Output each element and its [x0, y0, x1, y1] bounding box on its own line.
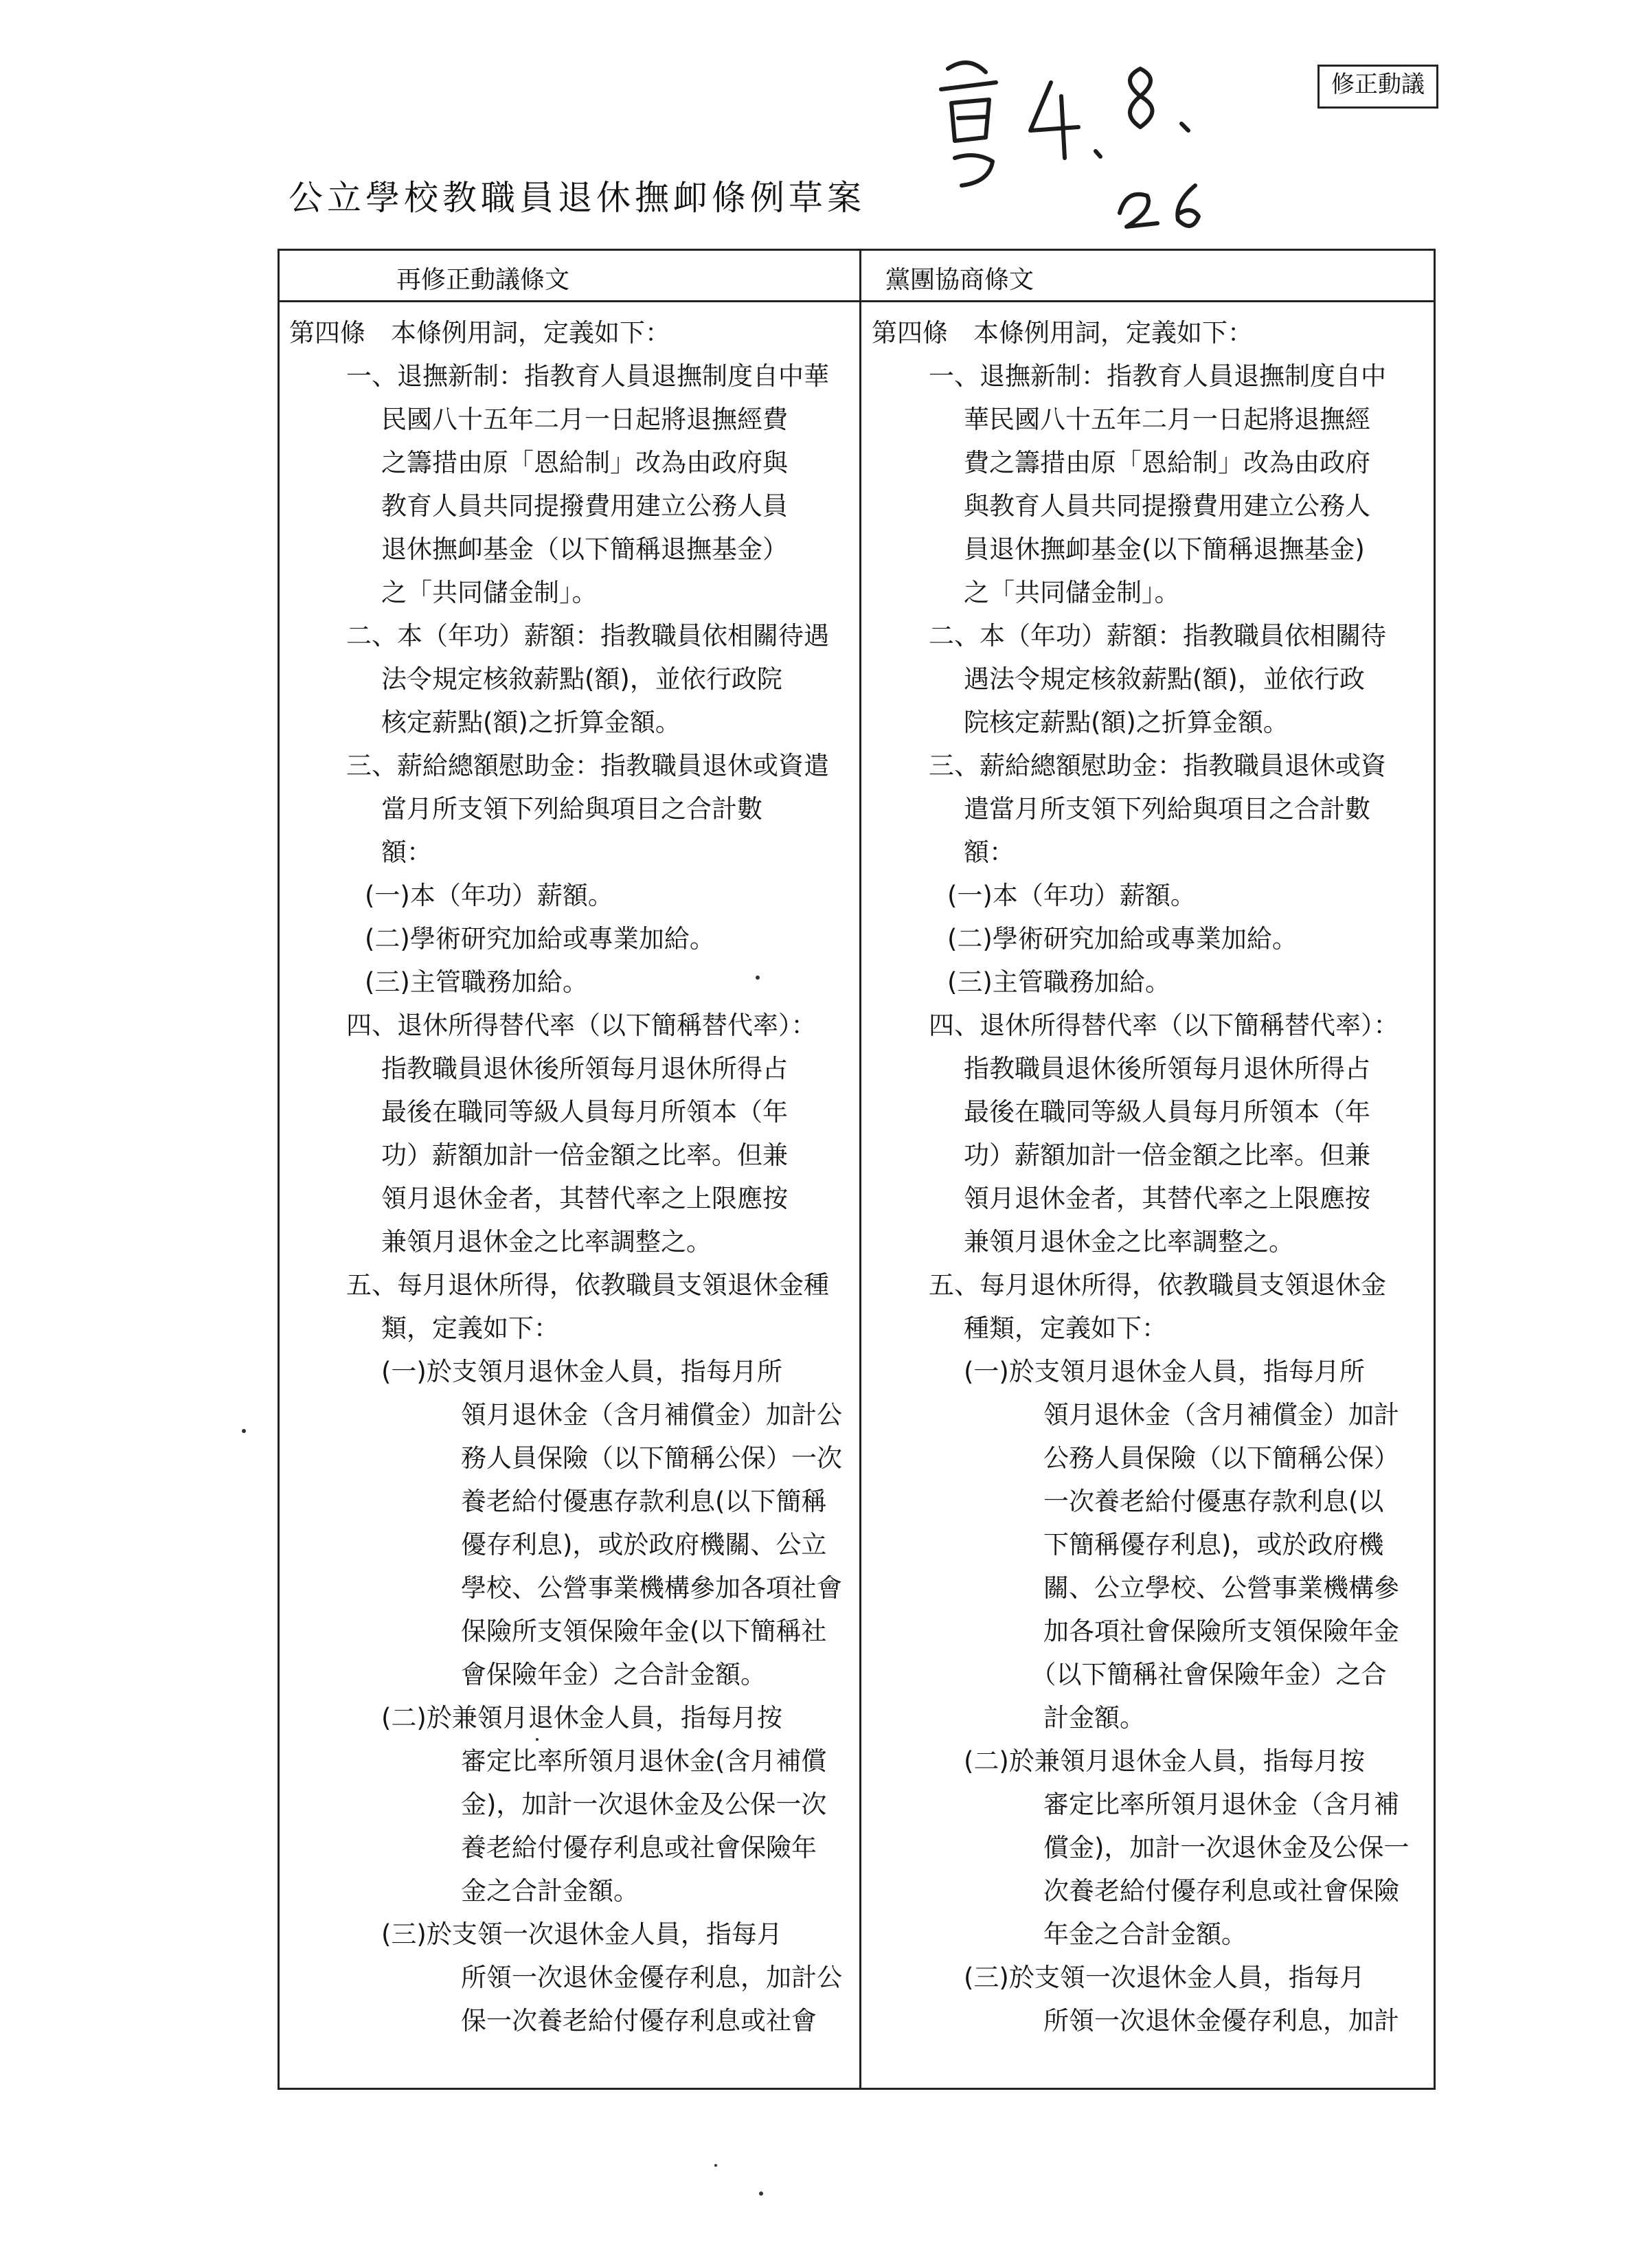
text-line: 遣當月所支領下列給與項目之合計數: [964, 794, 1370, 824]
text-line: 償金)，加計一次退休金及公保一: [993, 1833, 1410, 1862]
text-line: （以下簡稱社會保險年金）之合: [993, 1660, 1387, 1689]
text-line: 兼領月退休金之比率調整之。: [381, 1227, 712, 1256]
text-line: 下簡稱優存利息)，或於政府機: [993, 1530, 1384, 1559]
text-line: 功）薪額加計一倍金額之比率。但兼: [381, 1140, 788, 1170]
text-line: 所領一次退休金優存利息，加計公: [410, 1963, 842, 1992]
text-line: 加各項社會保險所支領保險年金: [993, 1616, 1399, 1646]
text-line: 四、退休所得替代率（以下簡稱替代率）：: [903, 1011, 1399, 1040]
speck: [756, 976, 760, 980]
text-line: 養老給付優存利息或社會保險年: [410, 1833, 817, 1862]
text-line: 額：: [964, 837, 1015, 867]
text-line: 法令規定核敘薪點(額)，並依行政院: [381, 664, 782, 694]
text-line: 之「共同儲金制」。: [964, 578, 1180, 607]
text-line: 院核定薪點(額)之折算金額。: [964, 708, 1289, 737]
handwriting-signature-icon: [920, 41, 1250, 240]
comparison-table: [278, 249, 1436, 2090]
text-line: 一、退撫新制：指教育人員退撫制度自中華: [321, 361, 829, 391]
text-line: 審定比率所領月退休金（含月補: [993, 1790, 1399, 1819]
text-line: 額：: [381, 837, 432, 867]
text-line: 之籌措由原「恩給制」改為由政府與: [381, 448, 788, 477]
text-line: 二、本（年功）薪額：指教職員依相關待: [903, 621, 1386, 651]
document-title: 公立學校教職員退休撫卹條例草案: [288, 178, 865, 218]
text-line: 領月退休金（含月補償金）加計: [993, 1400, 1399, 1430]
speck: [759, 2191, 763, 2196]
text-line: 領月退休金（含月補償金）加計公: [410, 1400, 842, 1430]
text-line: 第四條 本條例用詞，定義如下：: [872, 318, 1253, 348]
text-line: 四、退休所得替代率（以下簡稱替代率）：: [321, 1011, 817, 1040]
text-line: (二)於兼領月退休金人員，指每月按: [381, 1703, 782, 1733]
text-line: 學校、公營事業機構參加各項社會: [410, 1573, 842, 1603]
header-separator: [280, 300, 1434, 302]
text-line: 第四條 本條例用詞，定義如下：: [289, 318, 670, 348]
text-line: 員退休撫卹基金(以下簡稱退撫基金): [964, 534, 1365, 564]
left-column-header: 再修正動議條文: [396, 266, 570, 294]
text-line: (一)於支領月退休金人員，指每月所: [964, 1357, 1365, 1386]
text-line: (一)於支領月退休金人員，指每月所: [381, 1357, 782, 1386]
text-line: 種類，定義如下：: [964, 1314, 1167, 1343]
text-line: 指教職員退休後所領每月退休所得占: [381, 1054, 788, 1083]
text-line: 五、每月退休所得，依教職員支領退休金種: [321, 1270, 829, 1300]
text-line: (三)主管職務加給。: [947, 967, 1170, 997]
text-line: 類，定義如下：: [381, 1314, 559, 1343]
text-line: 與教育人員共同提撥費用建立公務人: [964, 491, 1370, 521]
text-line: 金之合計金額。: [410, 1876, 639, 1906]
left-column-text: [289, 311, 849, 2042]
text-line: 三、薪給總額慰助金：指教職員退休或資遣: [321, 751, 829, 780]
text-line: 三、薪給總額慰助金：指教職員退休或資: [903, 751, 1386, 780]
text-line: 優存利息)，或於政府機關、公立: [410, 1530, 827, 1559]
text-line: 會保險年金）之合計金額。: [410, 1660, 766, 1689]
text-line: (三)於支領一次退休金人員，指每月: [381, 1919, 782, 1949]
text-line: 年金之合計金額。: [993, 1919, 1247, 1949]
text-line: 功）薪額加計一倍金額之比率。但兼: [964, 1140, 1370, 1170]
text-line: 一、退撫新制：指教育人員退撫制度自中: [903, 361, 1386, 391]
text-line: 審定比率所領月退休金(含月補償: [410, 1746, 827, 1776]
text-line: (一)本（年功）薪額。: [947, 881, 1196, 910]
text-line: 養老給付優惠存款利息(以下簡稱: [410, 1487, 827, 1516]
text-line: (二)學術研究加給或專業加給。: [365, 924, 715, 954]
text-line: 教育人員共同提撥費用建立公務人員: [381, 491, 788, 521]
speck: [714, 2164, 717, 2167]
text-line: 二、本（年功）薪額：指教職員依相關待遇: [321, 621, 829, 651]
text-line: (三)主管職務加給。: [365, 967, 588, 997]
speck: [242, 1429, 246, 1433]
text-line: (一)本（年功）薪額。: [365, 881, 613, 910]
text-line: 指教職員退休後所領每月退休所得占: [964, 1054, 1370, 1083]
text-line: (二)於兼領月退休金人員，指每月按: [964, 1746, 1365, 1776]
text-line: 退休撫卹基金（以下簡稱退撫基金）: [381, 534, 788, 564]
text-line: 一次養老給付優惠存款利息(以: [993, 1487, 1384, 1516]
column-divider: [859, 251, 861, 2088]
text-line: 兼領月退休金之比率調整之。: [964, 1227, 1294, 1256]
text-line: 民國八十五年二月一日起將退撫經費: [381, 405, 788, 434]
right-column-text: [872, 311, 1428, 2042]
text-line: 保一次養老給付優存利息或社會: [410, 2006, 817, 2036]
text-line: 最後在職同等級人員每月所領本（年: [381, 1097, 788, 1127]
text-line: 當月所支領下列給與項目之合計數: [381, 794, 762, 824]
text-line: 費之籌措由原「恩給制」改為由政府: [964, 448, 1370, 477]
text-line: 華民國八十五年二月一日起將退撫經: [964, 405, 1370, 434]
text-line: 計金額。: [993, 1703, 1145, 1733]
text-line: (三)於支領一次退休金人員，指每月: [964, 1963, 1365, 1992]
text-line: 次養老給付優存利息或社會保險: [993, 1876, 1399, 1906]
text-line: 之「共同儲金制」。: [381, 578, 598, 607]
amendment-stamp: 修正動議: [1317, 65, 1438, 109]
text-line: 關、公立學校、公營事業機構參: [993, 1573, 1399, 1603]
text-line: 保險所支領保險年金(以下簡稱社: [410, 1616, 827, 1646]
text-line: 務人員保險（以下簡稱公保）一次: [410, 1443, 842, 1473]
text-line: 金)，加計一次退休金及公保一次: [410, 1790, 827, 1819]
text-line: 公務人員保險（以下簡稱公保）: [993, 1443, 1399, 1473]
text-line: 五、每月退休所得，依教職員支領退休金: [903, 1270, 1386, 1300]
text-line: 領月退休金者，其替代率之上限應按: [964, 1184, 1370, 1213]
text-line: (二)學術研究加給或專業加給。: [947, 924, 1298, 954]
text-line: 領月退休金者，其替代率之上限應按: [381, 1184, 788, 1213]
handwritten-date-note: [920, 41, 1250, 240]
right-column-header: 黨團協商條文: [885, 266, 1034, 294]
text-line: 核定薪點(額)之折算金額。: [381, 708, 681, 737]
text-line: 所領一次退休金優存利息，加計: [993, 2006, 1399, 2036]
text-line: 最後在職同等級人員每月所領本（年: [964, 1097, 1370, 1127]
text-line: 遇法令規定核敘薪點(額)，並依行政: [964, 664, 1365, 694]
speck: [536, 1738, 539, 1741]
